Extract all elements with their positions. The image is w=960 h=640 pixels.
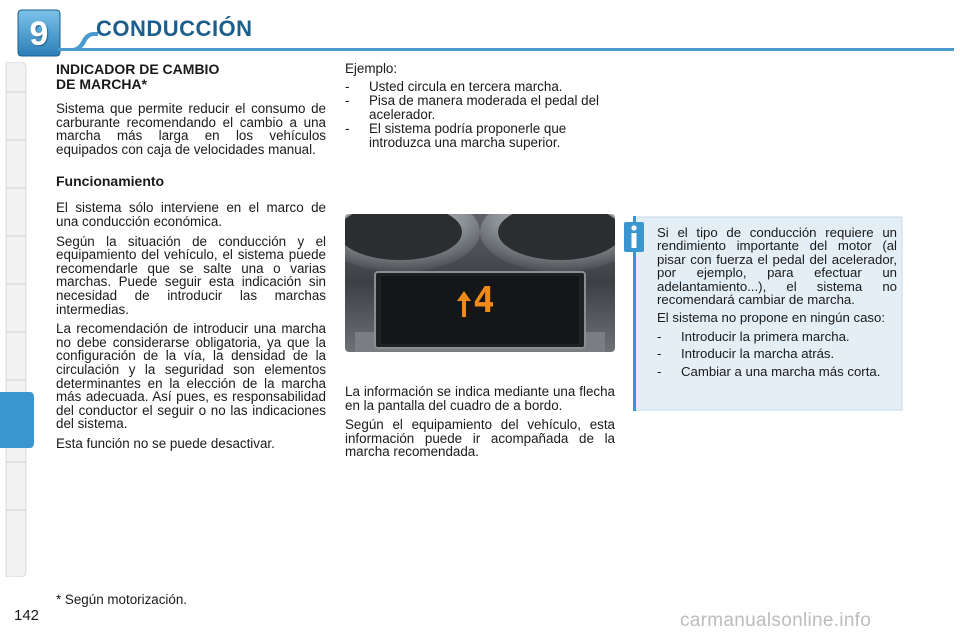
list-item-text: Cambiar a una marcha más corta. (681, 363, 881, 379)
column-left (56, 62, 326, 456)
paragraph: Según la situación de conducción y el equipamiento del vehículo, el sistema puede recomendarle que se salte una o varias marchas. Puede seguir esta indicación sin necesidad de introducir las marchas intermedias. (56, 233, 326, 317)
arrow-up-icon (455, 289, 473, 319)
heading-line-1: INDICADOR DE CAMBIO (56, 61, 220, 77)
dashboard-image (345, 214, 615, 352)
list-item: - Pisa de manera moderada el pedal del acelerador. (345, 94, 615, 121)
recommended-gear-digit: 4 (473, 280, 495, 321)
info-paragraph: Si el tipo de conducción requiere un rendimiento importante del motor (al pisar con fuerza el pedal del acelerador, por ejemplo, para efectuar un adelantamiento...), el sistema no recomendará cambiar de marcha. (657, 225, 897, 308)
list-item: - Usted circula en tercera marcha. (345, 80, 615, 94)
column-right-bottom (345, 385, 615, 465)
header-rule (60, 48, 954, 51)
footnote: * Según motorización. (56, 592, 188, 607)
column-right-top (345, 62, 615, 151)
subheading-funcionamiento: Funcionamiento (56, 173, 165, 190)
page-title: CONDUCCIÓN (96, 16, 253, 41)
page-number: 142 (14, 607, 40, 624)
list-item-text: Pisa de manera moderada el pedal del acelerador. (369, 93, 600, 122)
section-heading (56, 62, 326, 92)
intro-paragraph: Sistema que permite reducir el consumo de carburante recomendando el cambio a una marcha más larga en los vehículos equipados con caja de velocidades manual. (56, 101, 326, 157)
chapter-tab-strip[interactable] (0, 62, 34, 577)
example-label: Ejemplo: (345, 61, 398, 76)
info-box-text (657, 226, 897, 379)
info-icon (624, 222, 644, 252)
paragraph: Según el equipamiento del vehículo, esta información puede ir acompañada de la marcha recomendada. (345, 417, 615, 460)
info-paragraph: El sistema no propone en ningún caso: (657, 310, 885, 326)
chapter-number: 9 (29, 14, 49, 53)
list-item: - El sistema podría proponerle que introduzca una marcha superior. (345, 122, 615, 149)
paragraph: La información se indica mediante una flecha en la pantalla del cuadro de a bordo. (345, 384, 615, 413)
list-item-text: Introducir la primera marcha. (681, 328, 850, 344)
list-item-text: Introducir la marcha atrás. (681, 346, 835, 362)
list-item: - Cambiar a una marcha más corta. (657, 365, 897, 378)
list-item-text: Usted circula en tercera marcha. (369, 78, 563, 94)
list-item: - Introducir la primera marcha. (657, 330, 897, 343)
paragraph: Esta función no se puede desactivar. (56, 435, 275, 451)
paragraph: La recomendación de introducir una marcha no debe considerarse obligatoria, ya que la configuración de la vía, la densidad de la circulación y la seguridad son elementos determinantes en la elección de la marcha más adecuada. Así pues, es responsabilidad del conductor el seguir o no las indicaciones del sistema. (56, 321, 326, 432)
list-item: - Introducir la marcha atrás. (657, 347, 897, 360)
paragraph: El sistema sólo interviene en el marco de una conducción económica. (56, 200, 326, 229)
header-ramp (58, 30, 98, 52)
heading-line-2: DE MARCHA* (56, 76, 147, 92)
list-item-text: El sistema podría proponerle que introduzca una marcha superior. (369, 121, 567, 150)
watermark: carmanualsonline.info (680, 610, 872, 631)
